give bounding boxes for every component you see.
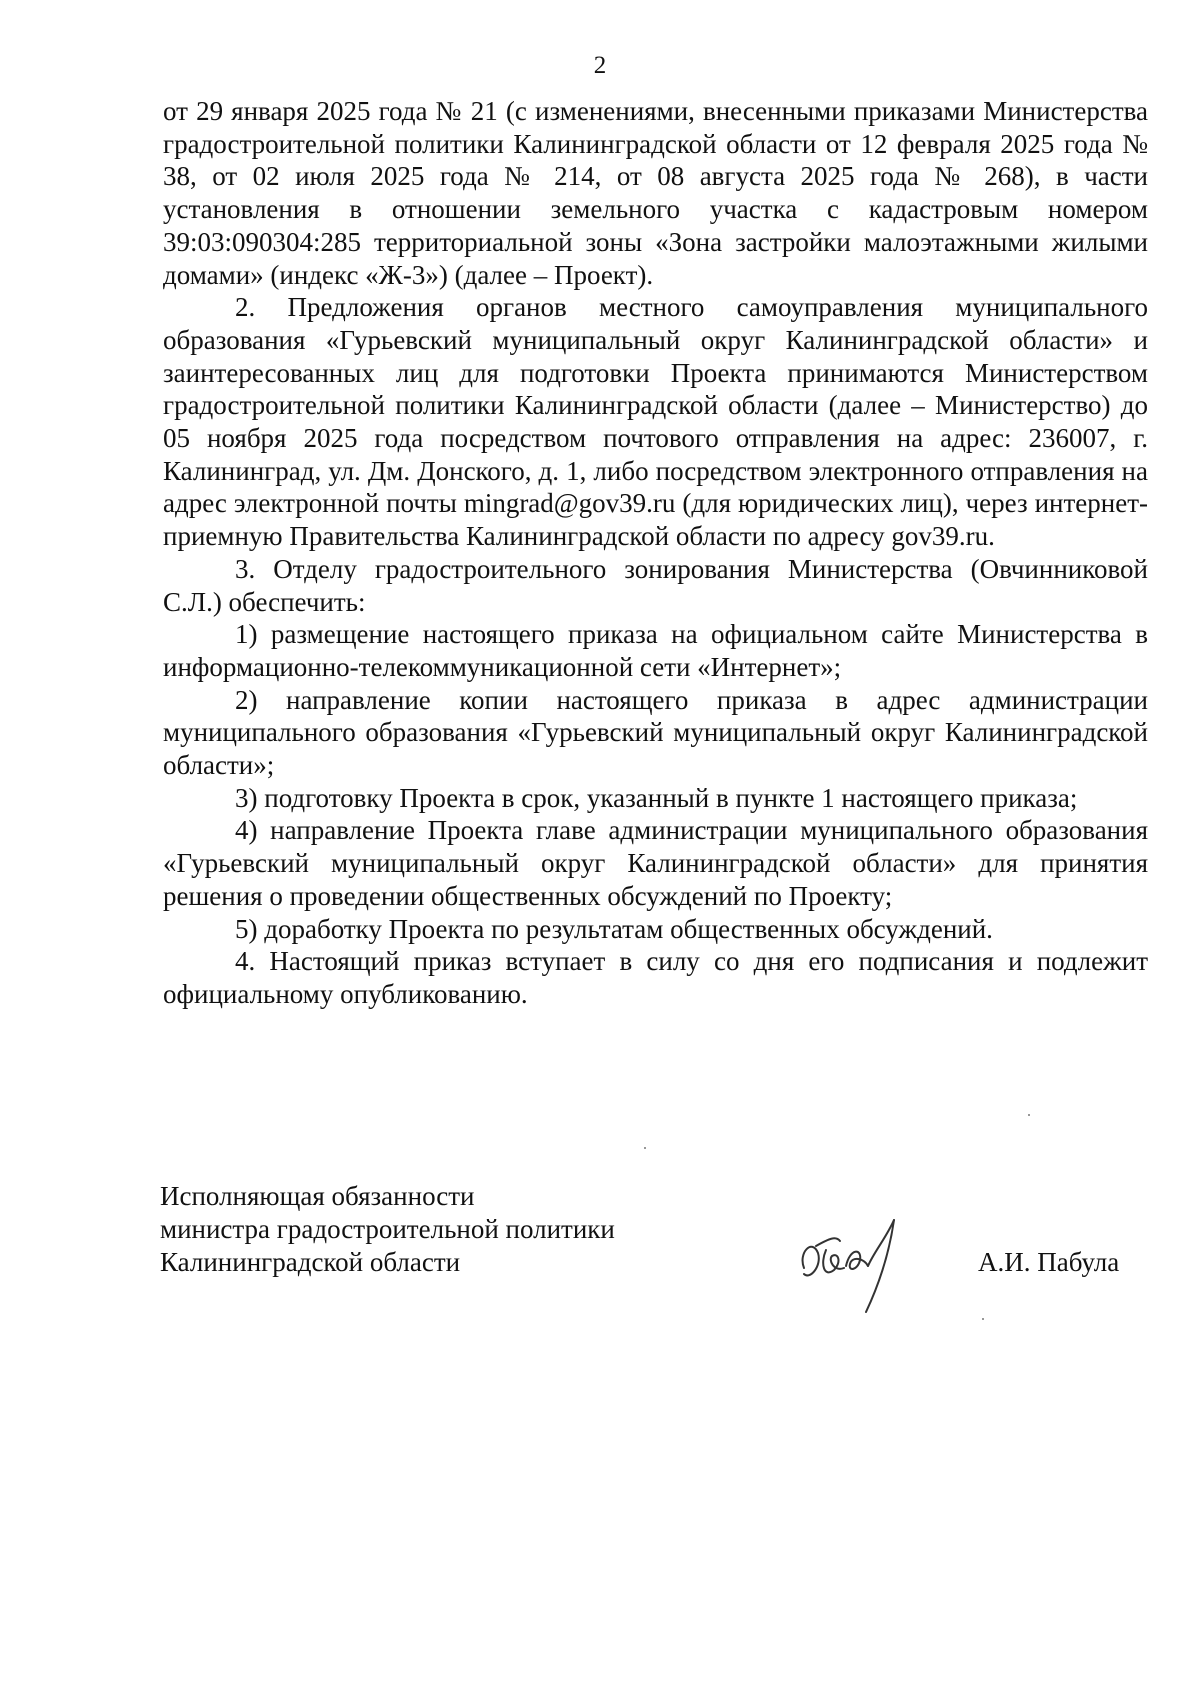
- scan-speck: [1028, 1114, 1030, 1116]
- scan-speck: [982, 1318, 984, 1320]
- signatory-position: [160, 1180, 615, 1279]
- paragraph-subitem-3: 3) подготовку Проекта в срок, указанный в пункте 1 настоящего приказа;: [235, 782, 1078, 813]
- paragraph-continuation: от 29 января 2025 года № 21 (с изменениями, внесенными приказами Министерства градостроительной политики Калининградской области от 12 февраля 2025 года № 38, от 02 июля 2025 года № 214, от 08 августа 2025 года № 268), в части установления в отношении земельного участка с кадастровым номером 39:03:090304:285 территориальной зоны «Зона застройки малоэтажными жилыми домами» (индекс «Ж-3») (далее – Проект).: [163, 96, 1148, 290]
- page-number: 2: [593, 52, 607, 79]
- signatory-position-line: Исполняющая обязанности: [160, 1181, 475, 1211]
- paragraph-item-2: 2. Предложения органов местного самоуправления муниципального образования «Гурьевский муниципальный округ Калининградской области» и заинтересованных лиц для подготовки Проекта принимаются Министерством градостроительной политики Калининградской области (далее – Министерство) до 05 ноября 2025 года посредством почтового отправления на адрес: 236007, г. Калининград, ул. Дм. Донского, д. 1, либо посредством электронного отправления на адрес электронной почты mingrad@gov39.ru (для юридических лиц), через интернет-приемную Правительства Калининградской области по адресу gov39.ru.: [163, 292, 1148, 552]
- paragraph-subitem-4: 4) направление Проекта главе администрации муниципального образования «Гурьевский муниципальный округ Калининградской области» для принятия решения о проведении общественных обсуждений по Проекту;: [163, 815, 1148, 911]
- paragraph-item-4: 4. Настоящий приказ вступает в силу со дня его подписания и подлежит официальному опубликованию.: [163, 946, 1148, 1009]
- handwritten-signature-icon: [790, 1208, 910, 1318]
- paragraph-subitem-2: 2) направление копии настоящего приказа в адрес администрации муниципального образования «Гурьевский муниципальный округ Калининградской области»;: [163, 684, 1148, 781]
- signatory-name: А.И. Пабула: [978, 1247, 1120, 1277]
- paragraph-item-3: 3. Отделу градостроительного зонирования Министерства (Овчинниковой С.Л.) обеспечить:: [163, 553, 1148, 617]
- signatory-position-line: Калининградской области: [160, 1247, 461, 1277]
- document-body: [163, 95, 1148, 1011]
- scan-speck: [644, 1147, 646, 1149]
- signatory-position-line: министра градостроительной политики: [160, 1214, 615, 1244]
- paragraph-subitem-1: 1) размещение настоящего приказа на официальном сайте Министерства в информационно-телекоммуникационной сети «Интернет»;: [163, 619, 1148, 682]
- paragraph-subitem-5: 5) доработку Проекта по результатам общественных обсуждений.: [235, 913, 993, 944]
